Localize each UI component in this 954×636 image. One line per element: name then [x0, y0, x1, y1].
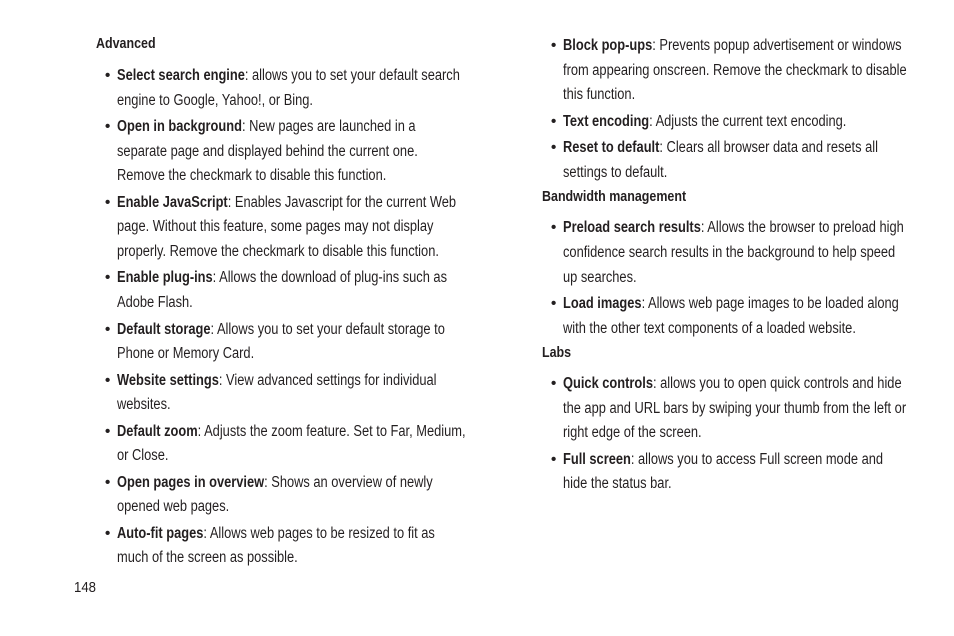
bullet-icon: •	[105, 473, 111, 491]
setting-term: Auto-fit pages	[117, 524, 204, 542]
setting-description: : allows you to open quick controls and hide the app and URL bars by swiping your thumb from the left or right edge of the screen.	[563, 375, 907, 442]
bullet-icon: •	[551, 295, 557, 313]
bullet-icon: •	[105, 193, 111, 211]
section-heading-labs: Labs	[542, 345, 572, 362]
list-item-enable-javascript	[96, 191, 466, 265]
setting-description: : allows you to access Full screen mode and hide the status bar.	[563, 450, 884, 493]
page-number: 148	[74, 579, 97, 596]
bullet-icon: •	[551, 450, 557, 468]
list-item-preload-search-results	[542, 216, 908, 290]
left-column	[96, 34, 466, 573]
list-item-enable-plug-ins	[96, 266, 466, 315]
bullet-icon: •	[551, 112, 557, 130]
setting-description: : View advanced settings for individual websites.	[117, 371, 437, 414]
setting-term: Enable JavaScript	[117, 193, 228, 211]
labs-settings-list	[542, 372, 908, 497]
list-item-text-encoding	[542, 110, 908, 135]
bullet-icon: •	[105, 524, 111, 542]
setting-term: Select search engine	[117, 67, 245, 84]
setting-description: : Clears all browser data and resets all settings to default.	[563, 139, 878, 181]
setting-description: : Allows the download of plug-ins such as Adobe Flash.	[117, 269, 448, 312]
list-item-website-settings	[96, 369, 466, 418]
list-item-full-screen	[542, 448, 908, 497]
right-column	[542, 34, 908, 499]
list-item-load-images	[542, 292, 908, 341]
setting-term: Load images	[563, 295, 642, 313]
setting-term: Open in background	[117, 118, 242, 136]
setting-term: Preload search results	[563, 219, 701, 237]
section-heading-advanced: Advanced	[96, 36, 156, 52]
setting-description: : Allows web pages to be resized to fit as much of the screen as possible.	[117, 524, 435, 567]
bullet-icon: •	[105, 67, 111, 84]
list-item-auto-fit-pages	[96, 522, 466, 571]
setting-description: : Adjusts the current text encoding.	[649, 112, 847, 130]
bullet-icon: •	[551, 37, 557, 54]
bullet-icon: •	[105, 371, 111, 389]
setting-term: Quick controls	[563, 375, 653, 393]
list-item-reset-to-default	[542, 136, 908, 185]
setting-term: Enable plug-ins	[117, 269, 213, 287]
list-item-quick-controls	[542, 372, 908, 446]
bullet-icon: •	[551, 375, 557, 393]
list-item-select-search-engine	[96, 64, 466, 113]
bandwidth-settings-list	[542, 216, 908, 341]
setting-description: : Allows the browser to preload high confidence search results in the background to help speed up searches.	[563, 219, 904, 286]
setting-description: : Adjusts the zoom feature. Set to Far, Medium, or Close.	[117, 422, 466, 465]
bullet-icon: •	[551, 139, 557, 157]
advanced-settings-list	[96, 64, 466, 571]
bullet-icon: •	[105, 118, 111, 136]
setting-term: Website settings	[117, 371, 219, 389]
section-heading-bandwidth-management: Bandwidth management	[542, 189, 687, 206]
setting-term: Block pop-ups	[563, 37, 653, 54]
bullet-icon: •	[105, 269, 111, 287]
setting-term: Text encoding	[563, 112, 650, 130]
setting-term: Default storage	[117, 320, 211, 338]
setting-term: Default zoom	[117, 422, 198, 440]
setting-description: : Prevents popup advertisement or windows from appearing onscreen. Remove the checkmark to disable this function.	[563, 37, 907, 104]
advanced-settings-list-continued	[542, 34, 908, 185]
setting-description: : Enables Javascript for the current Web page. Without this feature, some pages may not display properly. Remove the checkmark to disable this function.	[117, 193, 457, 260]
list-item-open-in-background	[96, 115, 466, 189]
bullet-icon: •	[105, 422, 111, 440]
list-item-open-pages-in-overview	[96, 471, 466, 520]
list-item-default-storage	[96, 318, 466, 367]
list-item-default-zoom	[96, 420, 466, 469]
setting-description: : Allows web page images to be loaded along with the other text components of a loaded website.	[563, 295, 899, 337]
bullet-icon: •	[105, 320, 111, 338]
setting-term: Reset to default	[563, 139, 660, 157]
setting-term: Full screen	[563, 450, 631, 468]
bullet-icon: •	[551, 219, 557, 237]
setting-description: : New pages are launched in a separate page and displayed behind the current one. Remove the checkmark to disable this function.	[117, 118, 418, 185]
list-item-block-pop-ups	[542, 34, 908, 108]
setting-description: : Allows you to set your default storage to Phone or Memory Card.	[117, 320, 445, 363]
setting-description: : Shows an overview of newly opened web pages.	[117, 473, 433, 516]
setting-term: Open pages in overview	[117, 473, 265, 491]
setting-description: : allows you to set your default search engine to Google, Yahoo!, or Bing.	[117, 67, 460, 109]
